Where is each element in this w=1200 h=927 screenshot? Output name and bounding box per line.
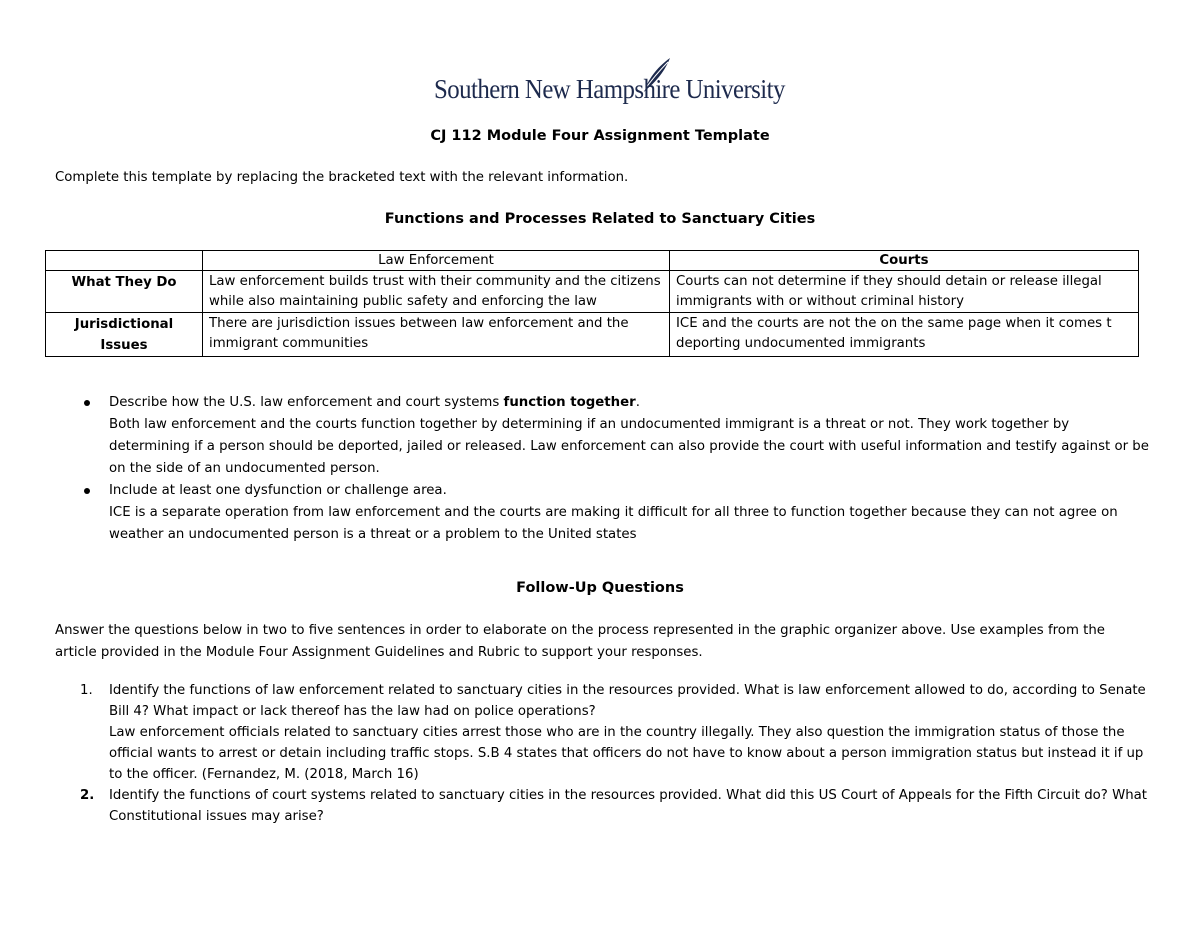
document-title: CJ 112 Module Four Assignment Template [430,128,770,144]
bullet-prompt-text: Describe how the U.S. law enforcement and court systems [109,395,504,410]
question-number: 1. [80,683,93,698]
table-header-row [46,251,1139,271]
question-number: 2. [80,788,95,803]
bullet-list [80,392,1150,546]
row-label-jurisdictional-issues: Jurisdictional Issues [46,313,203,357]
cell-courts-jurisdictional: ICE and the courts are not the on the same page when it comes t deporting undocumented immigrants [670,313,1139,357]
cell-law-jurisdictional: There are jurisdiction issues between law enforcement and the immigrant communities [203,313,670,357]
cell-courts-what-they-do: Courts can not determine if they should detain or release illegal immigrants with or without criminal history [670,271,1139,313]
bullet-prompt-text: Include at least one dysfunction or challenge area. [109,483,447,498]
bullet-prompt-suffix: . [635,395,640,410]
logo-wordmark: Southern New Hampshire University [434,74,785,104]
bullet-prompt-bold: function together [503,395,636,410]
table-header-courts: Courts [670,251,1139,271]
section-heading-functions: Functions and Processes Related to Sanctuary Cities [384,211,816,227]
bullet-answer: Both law enforcement and the courts function together by determining if an undocumented immigrant is a threat or not. They work together by determining if a person should be deported, jailed or released. Law enforcement can also provide the court with useful information and testify against or be on the side of an undocumented person. [109,417,1149,476]
bullet-icon [84,488,90,494]
university-logo [434,54,785,110]
graphic-organizer-table [45,250,1139,357]
table-header-empty [46,251,203,271]
intro-instructions: Complete this template by replacing the bracketed text with the relevant information. [55,170,629,185]
table-row [46,271,1139,313]
bullet-prompt [109,480,1150,502]
question-answer: Law enforcement officials related to sanctuary cities arrest those who are in the country illegally. They also question the immigration status of those the official wants to arrest or detain including traffic stops. S.B 4 states that officers do not have to know about a person immigration status but instead it if up to the officer. (Fernandez, M. (2018, March 16) [109,725,1144,782]
table-row [46,313,1139,357]
bullet-answer: ICE is a separate operation from law enforcement and the courts are making it difficult for all three to function together because they can not agree on weather an undocumented person is a threat or a problem to the United states [109,505,1118,542]
table-header-law-enforcement: Law Enforcement [203,251,670,271]
question-text: Identify the functions of court systems related to sanctuary cities in the resources provided. What did this US Court of Appeals for the Fifth Circuit do? What Constitutional issues may arise? [109,788,1148,824]
section-heading-followup: Follow-Up Questions [516,580,684,596]
bullet-prompt [109,392,1150,414]
question-list [80,680,1150,827]
list-item [80,392,1150,480]
question-text: Identify the functions of law enforcement related to sanctuary cities in the resources provided. What is law enforcement allowed to do, according to Senate Bill 4? What impact or lack thereof has the law had on police operations? [109,683,1146,719]
list-item [80,785,1150,827]
row-label-what-they-do: What They Do [46,271,203,313]
list-item [80,480,1150,546]
bullet-icon [84,400,90,406]
cell-law-what-they-do: Law enforcement builds trust with their community and the citizens while also maintaining public safety and enforcing the law [203,271,670,313]
list-item [80,680,1150,785]
answer-instructions: Answer the questions below in two to five sentences in order to elaborate on the process represented in the graphic organizer above. Use examples from the article provided in the Module Four Assignment Guidelines and Rubric to support your responses. [55,623,1105,660]
